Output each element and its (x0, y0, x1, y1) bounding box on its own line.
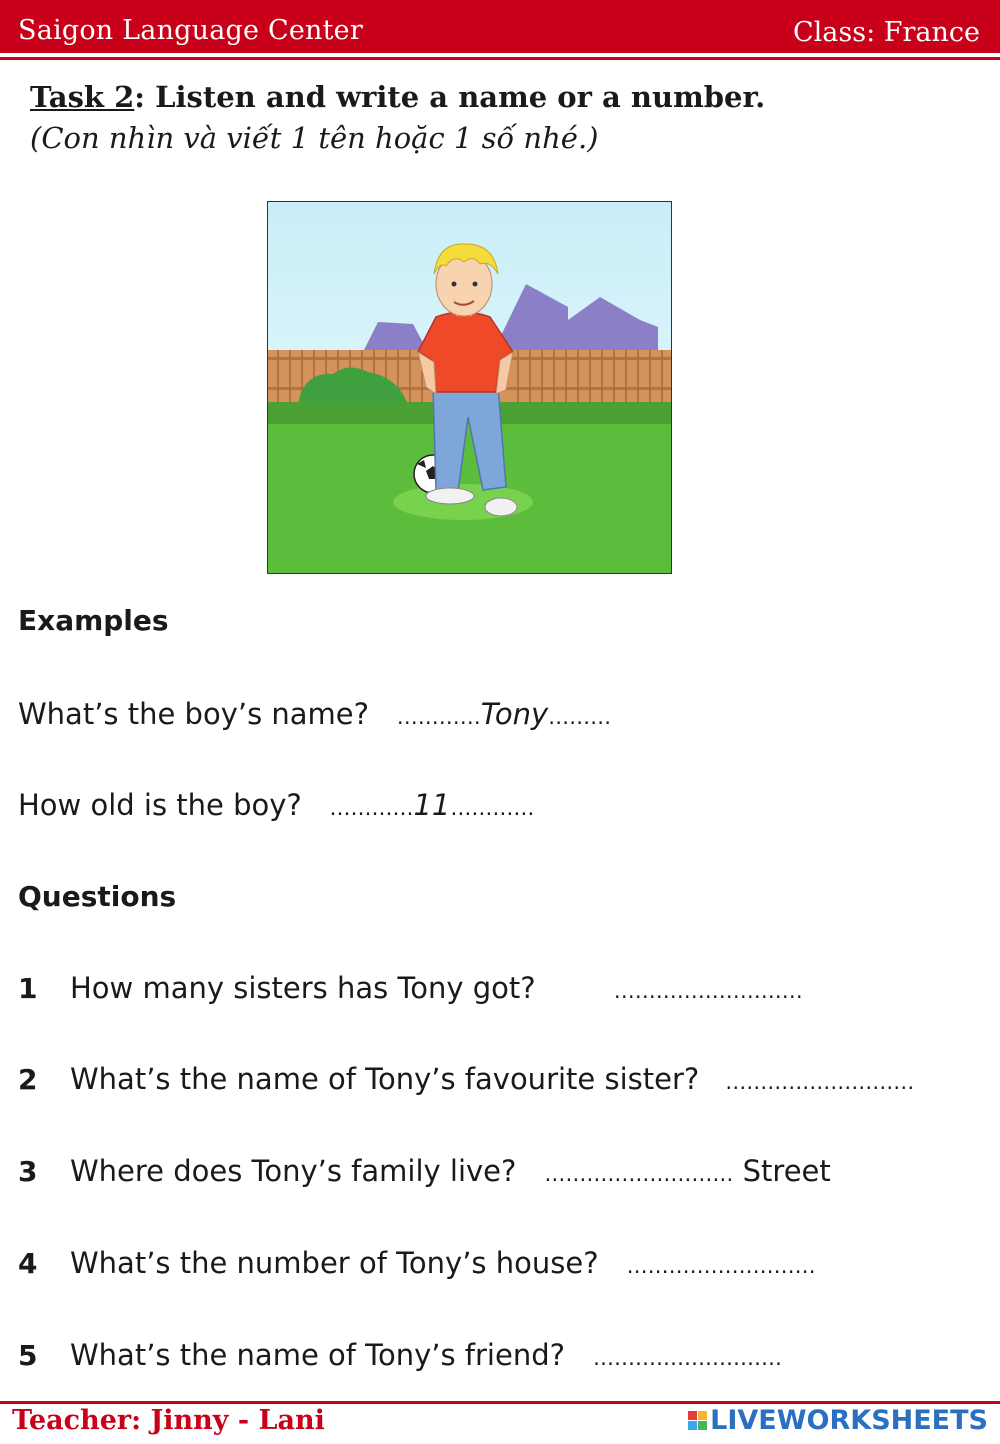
task-number: Task 2 (30, 80, 135, 114)
question-number: 2 (18, 1063, 38, 1096)
question-text: What’s the name of Tony’s favourite sister? (70, 1062, 700, 1096)
example-2 (18, 788, 534, 822)
answer-dots-after: ……… (548, 705, 612, 729)
class-label: Class: France (792, 17, 980, 48)
question-2 (70, 1062, 914, 1096)
question-number: 4 (18, 1247, 38, 1280)
school-name: Saigon Language Center (18, 15, 363, 46)
task-heading (30, 80, 765, 114)
question-number: 5 (18, 1339, 38, 1372)
answer-suffix: Street (733, 1154, 831, 1188)
question-text: What’s the number of Tony’s house? (70, 1246, 599, 1280)
question-number: 3 (18, 1155, 38, 1188)
example-question: What’s the boy’s name? (18, 697, 370, 731)
boy-with-football-illustration (267, 201, 672, 574)
answer-dots-before: ………… (329, 796, 414, 820)
question-1 (70, 971, 803, 1005)
answer-dots-after: ………… (450, 796, 535, 820)
teacher-credit: Teacher: Jinny - Lani (12, 1405, 325, 1436)
example-question: How old is the boy? (18, 788, 302, 822)
questions-heading: Questions (18, 880, 177, 913)
question-5 (70, 1338, 782, 1372)
task-instruction: : Listen and write a name or a number. (134, 80, 766, 114)
answer-blank[interactable]: ……………………… (593, 1346, 783, 1370)
answer-blank[interactable]: ……………………… (544, 1162, 734, 1186)
question-4 (70, 1246, 816, 1280)
task-subtitle: (Con nhìn và viết 1 tên hoặc 1 số nhé.) (30, 121, 599, 155)
header-bar (0, 0, 1000, 53)
question-text: How many sisters has Tony got? (70, 971, 536, 1005)
answer-blank[interactable]: ……………………… (613, 979, 803, 1003)
example-answer: Tony (480, 697, 549, 731)
header-divider (0, 57, 1000, 60)
question-text: Where does Tony’s family live? (70, 1154, 517, 1188)
footer-divider (0, 1401, 1000, 1404)
question-number: 1 (18, 972, 38, 1005)
answer-dots-before: ………… (396, 705, 481, 729)
liveworksheets-logo[interactable] (688, 1405, 988, 1436)
example-answer: 11 (413, 788, 451, 822)
answer-blank[interactable]: ……………………… (725, 1070, 915, 1094)
logo-grid-icon (688, 1411, 707, 1430)
question-3 (70, 1154, 831, 1188)
examples-heading: Examples (18, 604, 169, 637)
example-1 (18, 697, 611, 731)
question-text: What’s the name of Tony’s friend? (70, 1338, 566, 1372)
answer-blank[interactable]: ……………………… (626, 1254, 816, 1278)
logo-text: LIVEWORKSHEETS (710, 1405, 988, 1436)
